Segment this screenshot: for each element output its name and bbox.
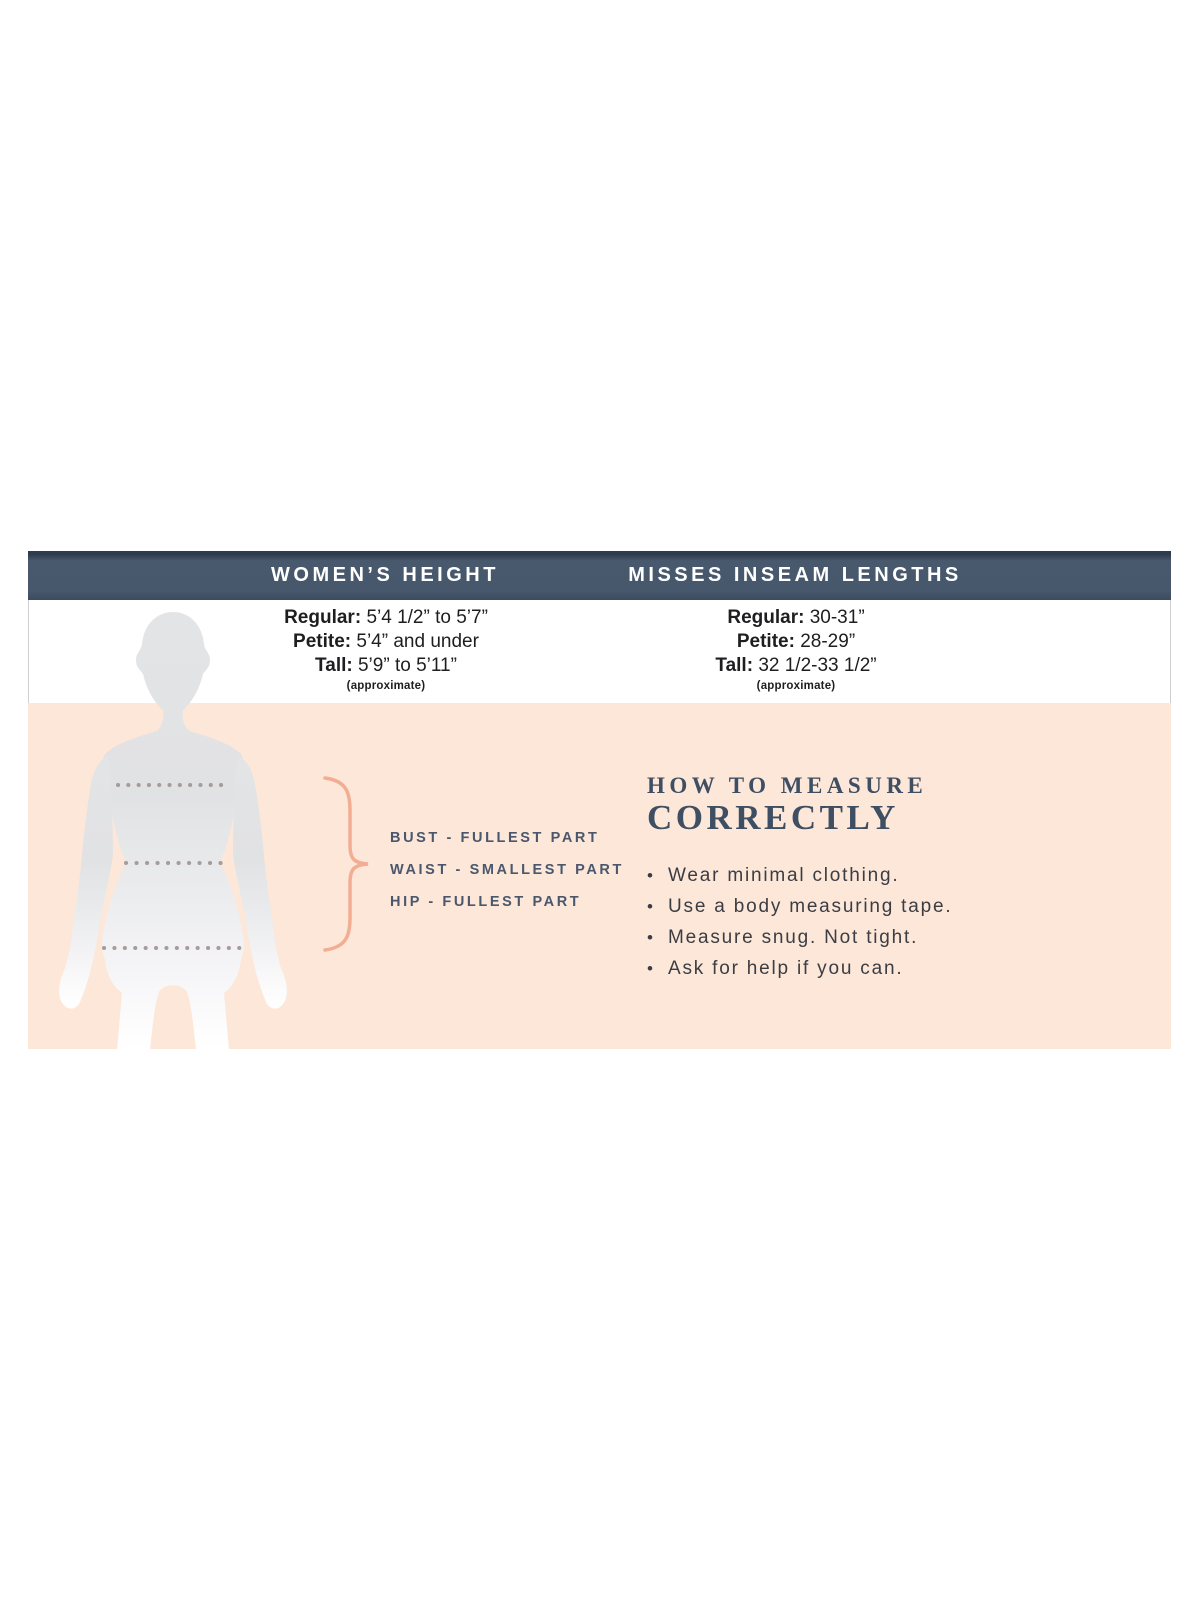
height-row-petite <box>284 630 488 654</box>
row-value: 5’9” to 5’11” <box>357 655 457 676</box>
inseam-row-regular <box>715 606 876 630</box>
woman-silhouette-icon <box>45 610 295 1050</box>
row-label: Tall: <box>715 655 754 676</box>
inseam-row-tall <box>715 654 876 678</box>
silhouette-left-arm <box>59 756 113 1009</box>
header-misses-inseam: MISSES INSEAM LENGTHS <box>628 564 962 586</box>
title-line-2: CORRECTLY <box>647 798 899 837</box>
tips-list <box>647 860 952 984</box>
brace-icon <box>320 774 372 954</box>
silhouette-right-arm <box>233 756 287 1009</box>
height-row-regular <box>284 606 488 630</box>
how-to-measure-title <box>647 773 927 836</box>
inseam-column <box>715 606 876 694</box>
approximate-note: (approximate) <box>756 680 836 692</box>
row-value: 5’4 1/2” to 5’7” <box>366 607 488 628</box>
approximate-note: (approximate) <box>346 680 426 692</box>
bust-label: BUST - FULLEST PART <box>390 830 600 846</box>
row-value: 30-31” <box>809 607 865 628</box>
measurement-labels <box>390 822 624 918</box>
height-row-tall <box>284 654 488 678</box>
size-guide-infographic <box>28 551 1171 1049</box>
tip-item: • Wear minimal clothing. <box>647 860 952 891</box>
row-label: Tall: <box>315 655 353 676</box>
table-header-bar <box>28 551 1171 600</box>
inseam-row-petite <box>715 630 876 654</box>
row-value: 32 1/2-33 1/2” <box>758 655 877 676</box>
height-column <box>284 606 488 694</box>
row-label: Regular: <box>284 607 362 628</box>
row-label: Petite: <box>293 631 352 652</box>
tip-item: • Measure snug. Not tight. <box>647 922 952 953</box>
silhouette-body <box>102 612 244 1050</box>
row-label: Regular: <box>727 607 805 628</box>
hip-label: HIP - FULLEST PART <box>390 894 582 910</box>
row-value: 5’4” and under <box>356 631 479 652</box>
tip-item: • Ask for help if you can. <box>647 953 952 984</box>
header-womens-height: WOMEN’S HEIGHT <box>271 564 499 586</box>
row-value: 28-29” <box>800 631 856 652</box>
row-label: Petite: <box>736 631 795 652</box>
title-line-1: HOW TO MEASURE <box>647 773 928 798</box>
waist-label: WAIST - SMALLEST PART <box>390 862 624 878</box>
tip-item: • Use a body measuring tape. <box>647 891 952 922</box>
